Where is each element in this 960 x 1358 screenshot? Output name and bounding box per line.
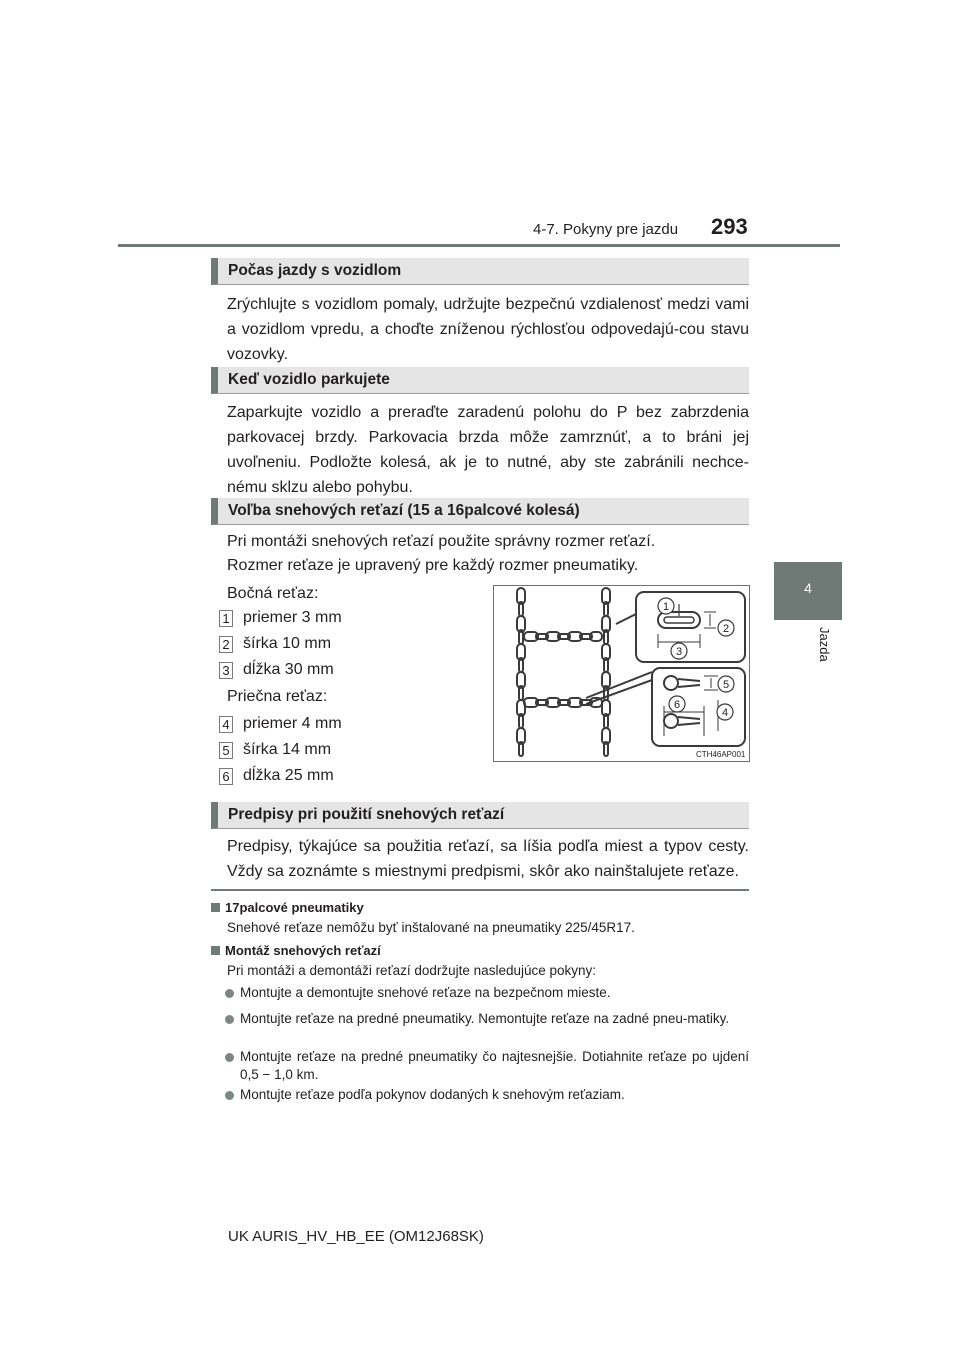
note-title-17inch — [211, 900, 364, 915]
section-heading-text: Keď vozidlo parkujete — [228, 371, 390, 388]
callout-label: 6 — [673, 699, 681, 711]
section-heading-regulations — [211, 802, 749, 829]
side-chain-label: Bočná reťaz: — [227, 585, 319, 602]
callout-label: 4 — [721, 707, 729, 719]
item-text: priemer 4 mm — [243, 715, 342, 732]
header-section-title: 4-7. Pokyny pre jazdu — [533, 221, 679, 238]
item-number: 5 — [219, 742, 233, 759]
item-number: 4 — [219, 716, 233, 733]
bullet-item: Montujte a demontujte snehové reťaze na bezpečnom mieste. — [240, 985, 611, 1000]
callout-label: 2 — [722, 623, 730, 635]
chain-size-line-1: Pri montáži snehových reťazí použite správny rozmer reťazí. — [227, 533, 656, 550]
page-number: 293 — [711, 214, 748, 239]
header-divider — [118, 244, 840, 247]
chapter-number: 4 — [804, 580, 812, 596]
item-text: šírka 14 mm — [243, 741, 332, 758]
round-bullet-icon — [225, 1053, 234, 1062]
section-heading-text: Voľba snehových reťazí (15 a 16palcové kolesá) — [228, 502, 580, 519]
round-bullet-icon — [225, 1091, 234, 1100]
callout-label: 5 — [722, 679, 730, 691]
item-number: 6 — [219, 768, 233, 785]
section-heading-driving — [211, 258, 749, 285]
section-heading-chain-choice — [211, 498, 749, 525]
note-text-17inch: Snehové reťaze nemôžu byť inštalované na pneumatiky 225/45R17. — [227, 920, 635, 935]
figure-code: CTH46AP001 — [696, 750, 746, 759]
snow-chain-illustration — [493, 585, 750, 762]
notes-divider — [211, 889, 749, 891]
note-title-text: 17palcové pneumatiky — [225, 900, 364, 915]
item-number: 2 — [219, 636, 233, 653]
bullet-item: Montujte reťaze podľa pokynov dodaných k snehovým reťaziam. — [240, 1087, 625, 1102]
section-heading-text: Predpisy pri použití snehových reťazí — [228, 806, 505, 823]
square-bullet-icon — [211, 946, 220, 955]
note-text-mounting: Pri montáži a demontáži reťazí dodržujte nasledujúce pokyny: — [227, 963, 597, 978]
chain-diagram-svg — [494, 586, 749, 761]
round-bullet-icon — [225, 989, 234, 998]
section-text-driving: Zrýchlujte s vozidlom pomaly, udržujte bezpečnú vzdialenosť medzi vami a vozidlom vpredu, a choďte zníženou rýchlosťou odpovedajú-cou stavu vozovky. — [227, 296, 749, 363]
callout-label: 1 — [662, 601, 670, 613]
note-title-text: Montáž snehových reťazí — [225, 943, 381, 958]
square-bullet-icon — [211, 903, 220, 912]
note-title-mounting — [211, 943, 381, 958]
item-text: dĺžka 30 mm — [243, 661, 334, 678]
item-text: priemer 3 mm — [243, 609, 342, 626]
chain-size-line-2: Rozmer reťaze je upravený pre každý rozmer pneumatiky. — [227, 557, 639, 574]
chapter-label: Jazda — [817, 627, 832, 662]
item-number: 1 — [219, 610, 233, 627]
section-heading-text: Počas jazdy s vozidlom — [228, 262, 402, 279]
round-bullet-icon — [225, 1015, 234, 1024]
callout-label: 3 — [675, 646, 683, 658]
item-text: šírka 10 mm — [243, 635, 332, 652]
bullet-item: Montujte reťaze na predné pneumatiky čo najtesnejšie. Dotiahnite reťaze po ujdení 0,5 − 1,0 km. — [240, 1049, 749, 1082]
section-heading-parking — [211, 367, 749, 394]
bullet-item: Montujte reťaze na predné pneumatiky. Nemontujte reťaze na zadné pneu-matiky. — [240, 1011, 730, 1026]
section-text-regulations: Predpisy, týkajúce sa použitia reťazí, sa líšia podľa miest a typov cesty. Vždy sa zoznámte s miestnymi predpismi, skôr ako nainštalujete reťaze. — [227, 838, 749, 880]
item-text: dĺžka 25 mm — [243, 767, 334, 784]
chapter-tab — [774, 562, 842, 620]
section-text-parking: Zaparkujte vozidlo a preraďte zaradenú polohu do P bez zabrzdenia parkovacej brzdy. Parkovacia brzda môže zamrznúť, a to bráni jej uvoľneniu. Podložte kolesá, ak je to nutné, aby ste zabránili nechce-nému sklzu alebo pohybu. — [227, 404, 749, 496]
cross-chain-label: Priečna reťaz: — [227, 688, 328, 705]
item-number: 3 — [219, 662, 233, 679]
footer-model-code: UK AURIS_HV_HB_EE (OM12J68SK) — [228, 1228, 484, 1245]
